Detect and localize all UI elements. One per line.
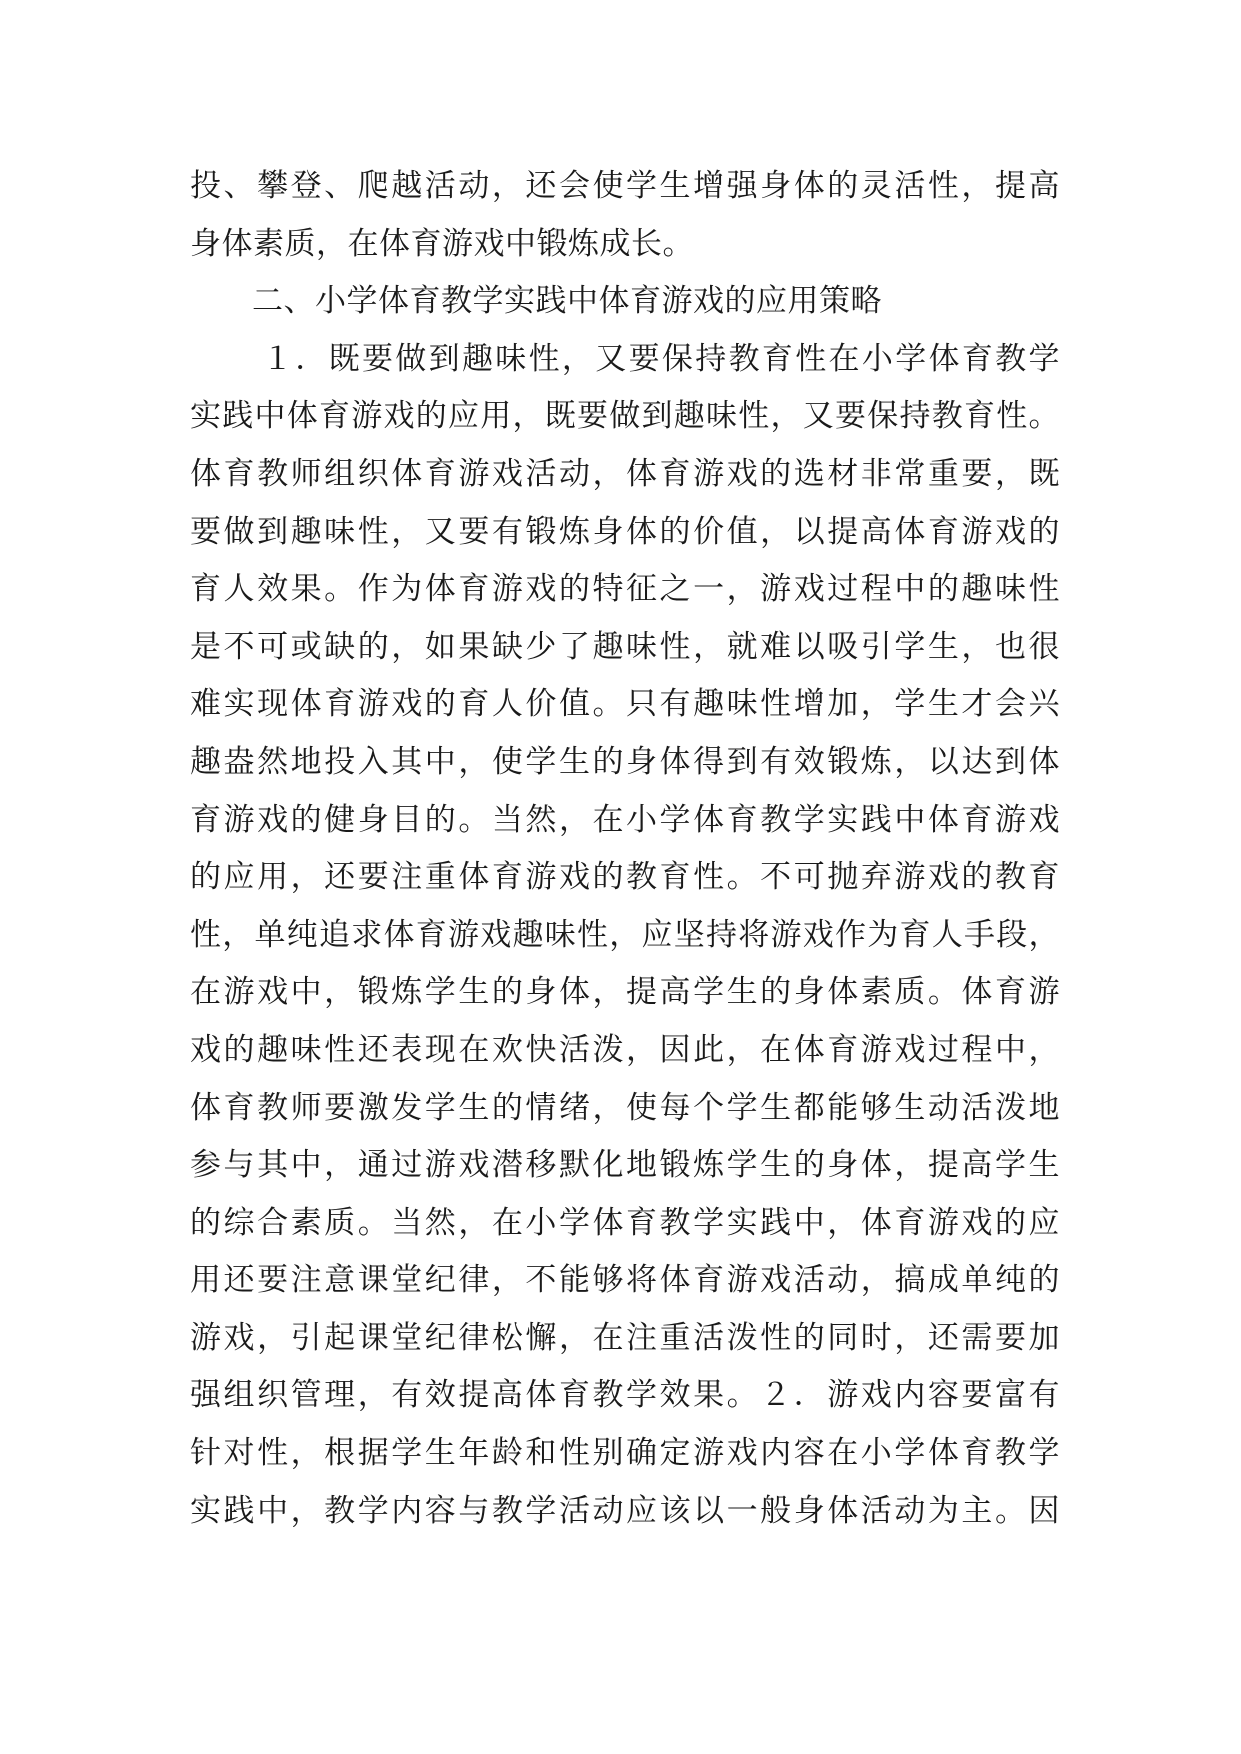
text-line: 用还要注意课堂纪律，不能够将体育游戏活动，搞成单纯的 (190, 1262, 1060, 1299)
text-line: 实践中，教学内容与教学活动应该以一般身体活动为主。因 (190, 1492, 1060, 1529)
text-line: 实践中体育游戏的应用，既要做到趣味性，又要保持教育性。 (190, 398, 1060, 435)
text-line: 针对性，根据学生年龄和性别确定游戏内容在小学体育教学 (190, 1435, 1060, 1472)
text-line: 身体素质，在体育游戏中锻炼成长。 (190, 225, 694, 262)
text-line: １．既要做到趣味性，又要保持教育性在小学体育教学 (262, 340, 1060, 377)
text-line: 趣盎然地投入其中，使学生的身体得到有效锻炼，以达到体 (190, 743, 1060, 780)
section-heading: 二、小学体育教学实践中体育游戏的应用策略 (252, 283, 882, 320)
text-line: 性，单纯追求体育游戏趣味性，应坚持将游戏作为育人手段， (190, 916, 1060, 953)
text-line: 戏的趣味性还表现在欢快活泼，因此，在体育游戏过程中， (190, 1031, 1060, 1068)
text-line: 参与其中，通过游戏潜移默化地锻炼学生的身体，提高学生 (190, 1147, 1060, 1184)
text-line: 体育教师要激发学生的情绪，使每个学生都能够生动活泼地 (190, 1089, 1060, 1126)
text-line: 投、攀登、爬越活动，还会使学生增强身体的灵活性，提高 (190, 168, 1060, 204)
text-line: 强组织管理，有效提高体育教学效果。２．游戏内容要富有 (190, 1377, 1060, 1414)
text-line: 体育教师组织体育游戏活动，体育游戏的选材非常重要，既 (190, 455, 1060, 492)
text-line: 在游戏中，锻炼学生的身体，提高学生的身体素质。体育游 (190, 974, 1060, 1011)
body-text (190, 158, 1060, 1540)
text-line: 的应用，还要注重体育游戏的教育性。不可抛弃游戏的教育 (190, 859, 1060, 896)
text-line: 的综合素质。当然，在小学体育教学实践中，体育游戏的应 (190, 1204, 1060, 1241)
text-line: 育人效果。作为体育游戏的特征之一，游戏过程中的趣味性 (190, 571, 1060, 608)
text-line: 要做到趣味性，又要有锻炼身体的价值，以提高体育游戏的 (190, 513, 1060, 550)
text-line: 游戏，引起课堂纪律松懈，在注重活泼性的同时，还需要加 (190, 1319, 1060, 1356)
text-line: 难实现体育游戏的育人价值。只有趣味性增加，学生才会兴 (190, 686, 1060, 723)
text-line: 是不可或缺的，如果缺少了趣味性，就难以吸引学生，也很 (190, 628, 1060, 665)
text-line: 育游戏的健身目的。当然，在小学体育教学实践中体育游戏 (190, 801, 1060, 838)
